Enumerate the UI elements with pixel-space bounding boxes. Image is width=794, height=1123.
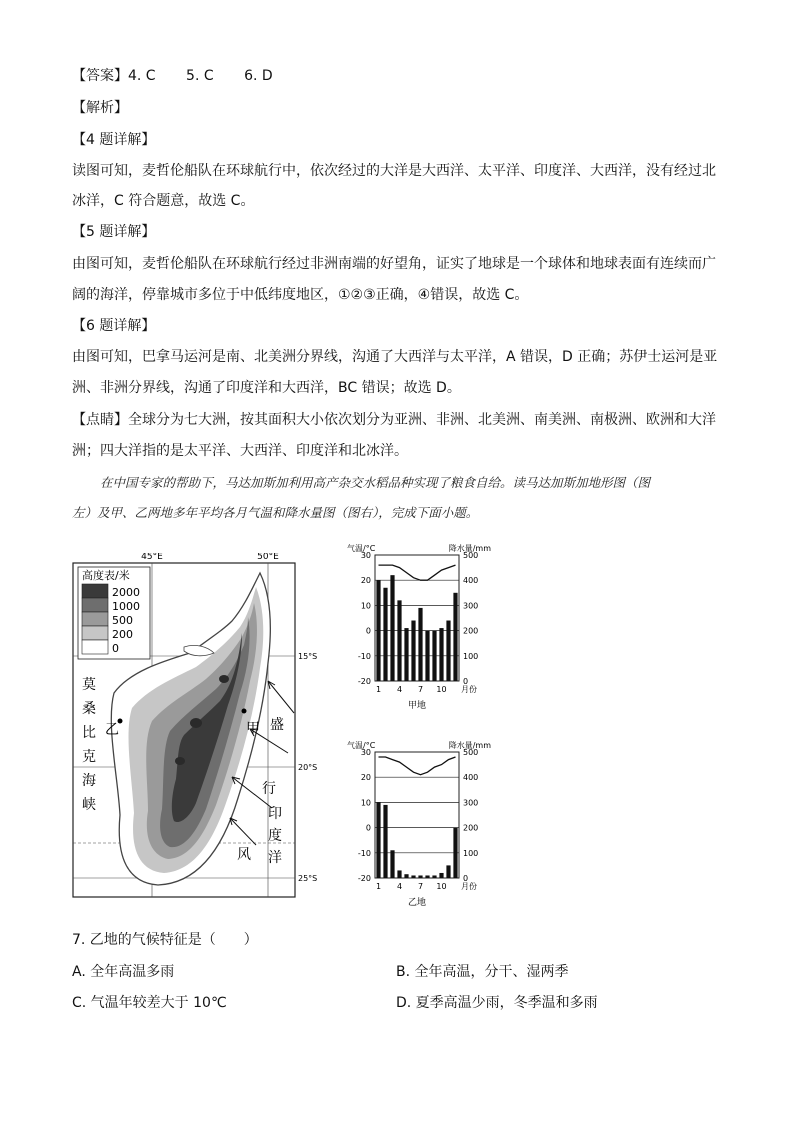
wind-label: 度 xyxy=(268,828,282,844)
precip-bar xyxy=(390,850,394,878)
legend-swatches xyxy=(82,584,108,654)
answer-label: 【答案】 xyxy=(72,68,128,84)
q5-heading: 【5 题详解】 xyxy=(72,224,156,240)
chart-axis-title: 降水量/mm xyxy=(448,741,491,750)
precip-bar xyxy=(383,588,387,681)
legend-title: 高度表/米 xyxy=(82,569,130,582)
tip-text: 洲；四大洋指的是太平洋、大西洋、印度洋和北冰洋。 xyxy=(72,443,408,459)
chart-tick-label: 500 xyxy=(463,551,479,560)
precip-bar xyxy=(453,593,457,681)
chart-tick-label: 20 xyxy=(360,773,371,783)
wind-label: 洋 xyxy=(268,850,282,866)
chart-tick-label: 20 xyxy=(360,576,371,586)
precip-bar xyxy=(376,802,380,878)
chart-tick-label: 200 xyxy=(463,823,479,833)
point-jia-label: 甲 xyxy=(246,721,260,737)
strait-label: 海 xyxy=(82,773,96,789)
chart-tick-label: 10 xyxy=(436,685,447,694)
question-stem: 7. 乙地的气候特征是（ ） xyxy=(72,932,258,948)
chart-tick-label: -10 xyxy=(357,651,371,661)
lat-label: 25°S xyxy=(298,874,318,883)
precip-bar xyxy=(404,874,408,878)
chart-tick-label: -20 xyxy=(357,874,371,883)
question-intro xyxy=(72,468,722,528)
chart-title: 乙地 xyxy=(407,898,427,908)
chart-tick-label: 0 xyxy=(463,677,469,686)
chart-tick-label: 7 xyxy=(417,882,424,891)
chart-tick-label: 0 xyxy=(365,823,371,833)
legend-label: 200 xyxy=(112,628,133,641)
tip-text: 【点睛】全球分为七大洲，按其面积大小依次划分为亚洲、非洲、北美洲、南美洲、南极洲、欧洲和大洋 xyxy=(72,412,716,428)
chart-tick-label: 400 xyxy=(463,773,479,783)
chart-tick-label: 100 xyxy=(463,848,479,858)
chart-tick-label: 300 xyxy=(463,798,479,808)
climate-chart-jia xyxy=(345,543,495,713)
temperature-line xyxy=(379,565,456,580)
precip-bar xyxy=(418,875,422,878)
climate-chart-yi xyxy=(345,740,495,910)
wind-label: 印 xyxy=(268,806,282,822)
chart-axis-title: 气温/°C xyxy=(347,741,376,750)
option-a[interactable]: A. 全年高温多雨 xyxy=(72,964,175,980)
intro-line: 左）及甲、乙两地多年平均各月气温和降水量图（图右），完成下面小题。 xyxy=(72,505,479,520)
chart-tick-label: -20 xyxy=(357,677,371,686)
chart-frame xyxy=(375,555,459,681)
temperature-line xyxy=(379,757,456,775)
wind-label: 风 xyxy=(237,847,251,863)
option-c[interactable]: C. 气温年较差大于 10℃ xyxy=(72,995,227,1011)
precip-bar xyxy=(425,875,429,878)
madagascar-topographic-map xyxy=(72,553,322,898)
point-jia-marker xyxy=(242,709,247,714)
q6-heading: 【6 题详解】 xyxy=(72,318,156,334)
precip-bar xyxy=(383,805,387,878)
option-b[interactable]: B. 全年高温，分干、湿两季 xyxy=(396,964,569,980)
lat-label: 20°S xyxy=(298,763,318,772)
strait-label: 比 xyxy=(82,725,96,741)
option-d[interactable]: D. 夏季高温少雨，冬季温和多雨 xyxy=(396,995,598,1011)
strait-label: 莫 xyxy=(82,677,96,693)
answer-line xyxy=(72,66,273,86)
precip-bar xyxy=(418,608,422,681)
strait-label: 桑 xyxy=(82,701,96,717)
chart-frame xyxy=(375,752,459,878)
precip-bar xyxy=(390,575,394,681)
lon-label: 45°E xyxy=(141,553,163,562)
chart-axis-title: 月份 xyxy=(461,685,477,694)
strait-label: 峡 xyxy=(82,797,96,813)
legend-label: 2000 xyxy=(112,586,140,599)
precip-bar xyxy=(397,600,401,681)
wind-label: 盛 xyxy=(270,717,284,733)
chart-tick-label: 7 xyxy=(417,685,424,694)
intro-line: 在中国专家的帮助下，马达加斯加利用高产杂交水稻品种实现了粮食自给。读马达加斯加地形图（图 xyxy=(100,475,651,490)
precip-bar xyxy=(404,628,408,681)
chart-tick-label: 10 xyxy=(436,882,447,891)
chart-tick-label: 500 xyxy=(463,748,479,757)
chart-tick-label: 10 xyxy=(360,798,371,808)
precip-bar xyxy=(376,580,380,681)
chart-tick-label: 30 xyxy=(360,551,371,560)
precip-bar xyxy=(432,631,436,681)
precip-bar xyxy=(446,865,450,878)
precip-bar xyxy=(411,621,415,681)
precip-bar xyxy=(411,875,415,878)
chart-tick-label: 200 xyxy=(463,626,479,636)
legend-label: 0 xyxy=(112,642,119,655)
q4-text: 冰洋，C 符合题意，故选 C。 xyxy=(72,193,255,209)
precip-bar xyxy=(446,621,450,681)
precip-bar xyxy=(397,870,401,878)
chart-axis-title: 月份 xyxy=(461,882,477,891)
chart-tick-label: 0 xyxy=(365,626,371,636)
chart-tick-label: 1 xyxy=(375,882,382,891)
chart-tick-label: 10 xyxy=(360,601,371,611)
answer-item: 5. C xyxy=(186,68,214,84)
chart-tick-label: -10 xyxy=(357,848,371,858)
chart-tick-label: 4 xyxy=(396,685,403,694)
chart-axis-title: 气温/°C xyxy=(347,544,376,553)
chart-tick-label: 4 xyxy=(396,882,403,891)
legend-label: 1000 xyxy=(112,600,140,613)
q4-heading: 【4 题详解】 xyxy=(72,132,156,148)
chart-tick-label: 300 xyxy=(463,601,479,611)
strait-label: 克 xyxy=(82,749,96,765)
point-yi-label: 乙 xyxy=(105,722,119,738)
q5-text: 阔的海洋，停靠城市多位于中低纬度地区，①②③正确，④错误，故选 C。 xyxy=(72,287,529,303)
q5-text: 由图可知，麦哲伦船队在环球航行经过非洲南端的好望角，证实了地球是一个球体和地球表面有连续而广 xyxy=(72,256,716,272)
chart-tick-label: 30 xyxy=(360,748,371,757)
lat-label: 15°S xyxy=(298,652,318,661)
precip-bar xyxy=(439,873,443,878)
answer-item: 4. C xyxy=(128,68,156,84)
legend-label: 500 xyxy=(112,614,133,627)
wind-label: 行 xyxy=(262,781,276,797)
chart-tick-label: 1 xyxy=(375,685,382,694)
chart-title: 甲地 xyxy=(407,701,427,711)
chart-tick-label: 400 xyxy=(463,576,479,586)
precip-bar xyxy=(425,631,429,681)
chart-tick-label: 100 xyxy=(463,651,479,661)
chart-tick-label: 0 xyxy=(463,874,469,883)
lon-label: 50°E xyxy=(257,553,279,562)
precip-bar xyxy=(439,628,443,681)
precip-bar xyxy=(432,875,436,878)
precip-bar xyxy=(453,828,457,878)
chart-axis-title: 降水量/mm xyxy=(448,544,491,553)
answer-item: 6. D xyxy=(244,68,273,84)
q4-text: 读图可知，麦哲伦船队在环球航行中，依次经过的大洋是大西洋、太平洋、印度洋、大西洋，没有经过北 xyxy=(72,163,716,179)
q6-text: 洲、非洲分界线，沟通了印度洋和大西洋，BC 错误；故选 D。 xyxy=(72,380,461,396)
q6-text: 由图可知，巴拿马运河是南、北美洲分界线，沟通了大西洋与太平洋，A 错误，D 正确；苏伊士运河是亚 xyxy=(72,349,718,365)
analysis-label: 【解析】 xyxy=(72,100,128,116)
